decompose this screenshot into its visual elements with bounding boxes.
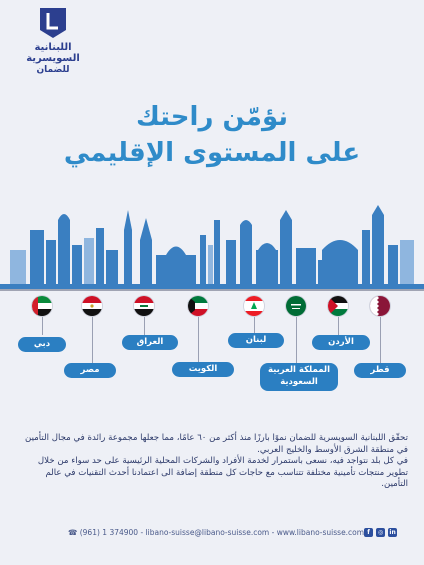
brand-subname: للضمان [36, 65, 70, 75]
kuwait-flag-icon [188, 296, 208, 316]
pin-line [198, 315, 199, 363]
body-text [18, 433, 408, 491]
pin-line [254, 315, 255, 333]
brand-logo [8, 6, 98, 75]
contact-text[interactable]: (961) 1 374900 - libano-suisse@libano-suisse.com - www.libano-suisse.com [79, 528, 365, 537]
headline [0, 100, 424, 170]
country-label-jordan: الأردن [312, 335, 370, 350]
country-label-qatar: قطر [354, 363, 406, 378]
lebanon-flag-icon [244, 296, 264, 316]
country-label-saudi [260, 363, 338, 391]
footer [68, 528, 396, 537]
body-paragraph-1: تحقّق اللبنانية السويسرية للضمان نموًا بارزًا منذ أكثر من ٦٠ عامًا، مما جعلها مجموعة رائدة في مجال التأمين في منطقة الشرق الأوسط والخليج العربي. [25, 433, 408, 455]
uae-flag-icon [32, 296, 52, 316]
pin-line [92, 315, 93, 363]
jordan-flag-icon [328, 296, 348, 316]
brand-name: اللبنانية السويسرية [26, 42, 80, 64]
linkedin-icon[interactable]: in [389, 529, 396, 536]
country-label-saudi-line-1: المملكة العربية [267, 365, 331, 375]
instagram-icon[interactable]: ◎ [377, 529, 384, 536]
iraq-flag-icon [134, 296, 154, 316]
facebook-icon[interactable]: f [364, 528, 373, 537]
country-label-iraq: العراق [122, 335, 178, 350]
headline-line-2: على المستوى الإقليمي [63, 138, 361, 168]
pin-line [42, 315, 43, 335]
skyline-illustration [0, 200, 424, 290]
timeline-line [0, 289, 424, 291]
phone-icon: ☎ [68, 528, 78, 537]
social-links [364, 528, 397, 537]
country-label-egypt: مصر [64, 363, 116, 378]
pin-line [338, 315, 339, 335]
qatar-flag-icon [370, 296, 390, 316]
saudi-flag-icon [286, 296, 306, 316]
egypt-flag-icon [82, 296, 102, 316]
country-label-lebanon: لبنان [228, 333, 284, 348]
country-label-saudi-line-2: السعودية [280, 377, 318, 387]
pin-line [296, 315, 297, 363]
logo-mark [38, 6, 68, 40]
contact-info [68, 528, 364, 537]
country-label-dubai: دبي [18, 337, 66, 352]
body-paragraph-2: في كل بلد نتواجد فيه، نسعى باستمرار لخدمة الأفراد والشركات المحلية الرئيسية على حد سواء من خلال تطوير منتجات تأمينية مختلفة تتناسب مع حاجات كل منطقة إضافة الى اعتمادنا أحدث التقنيات في عالم التأمين. [37, 456, 408, 489]
pin-line [144, 315, 145, 335]
headline-line-1: نؤمّن راحتك [135, 102, 289, 132]
country-label-kuwait: الكويت [172, 362, 234, 377]
pin-line [380, 315, 381, 363]
